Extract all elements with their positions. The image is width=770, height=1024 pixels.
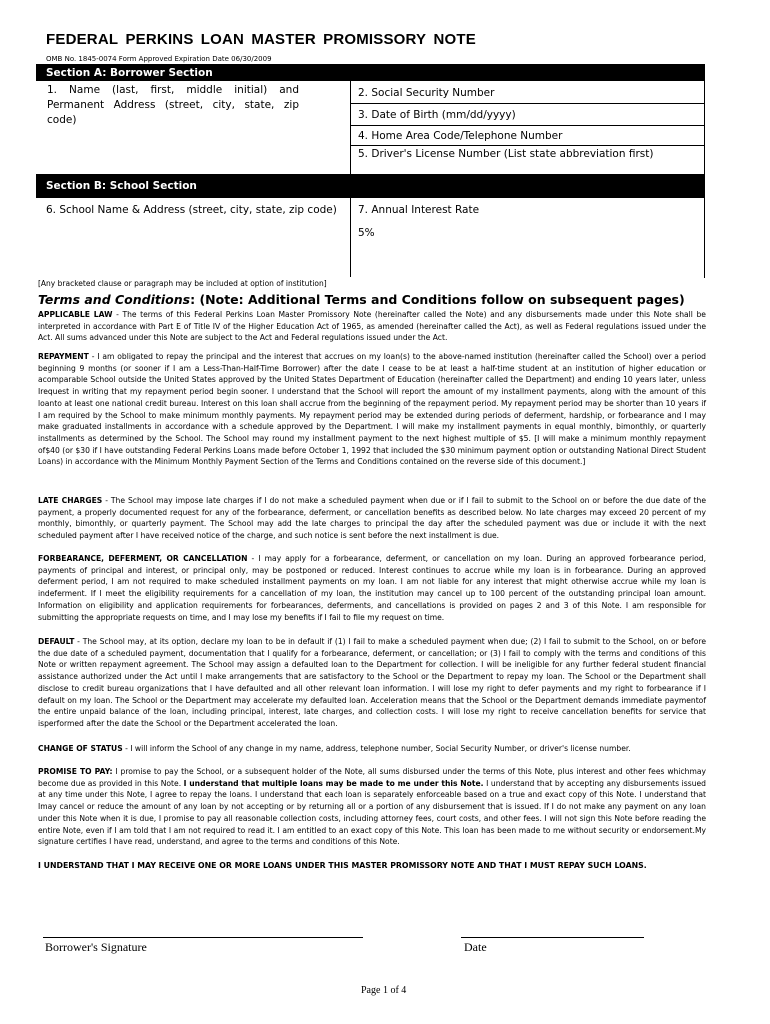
terms-title-rest: : (Note: Additional Terms and Conditions follow on subsequent pages) <box>190 292 685 307</box>
paragraph-text: - I may apply for a forbearance, deferment, or cancellation on my loan. During an approved forbearance period, payments of principal and interest, or principal only, may be postponed or reduced. Interest continues to accrue while my loan is in forbearance. During an approved deferment period, I am not required to make scheduled installment payments on my loan. I am not liable for any interest that might otherwise accrue while my loan is indeferment. If I meet the eligibility requirements for a cancellation of my loan, the institution may cancel up to 100 percent of the outstanding principal loan amount. Information on eligibility and application requirements for forbearances, deferments, and cancellations is provided on pages 2 and 3 of this Note. I am responsible for submitting the appropriate requests on time, and I may lose my benefits if I fail to file my request on time. <box>38 554 706 622</box>
date-line[interactable] <box>461 937 644 938</box>
late-charges-paragraph <box>38 495 706 542</box>
section-a-divider <box>350 81 351 174</box>
default-paragraph <box>38 636 706 730</box>
document-title <box>46 31 476 48</box>
dob-field[interactable]: 3. Date of Birth (mm/dd/yyyy) <box>358 109 516 121</box>
section-b-header: Section B: School Section <box>36 174 705 198</box>
paragraph-text: - The School may, at its option, declare my loan to be in default if (1) I fail to make a scheduled payment when due; (2) I fail to submit to the School, on or before the due date of a scheduled payment, documentation that I qualify for a forbearance, deferment, or cancellation; or (3) I fail to comply with the terms and conditions of this Note or written repayment agreement. The School may assign a defaulted loan to the Department for collection. I will be ineligible for any further federal student financial assistance authorized under the Act until I make arrangements that are satisfactory to the School or the Department to repay my loan. The School or the Department shall disclose to credit bureau organizations that I have defaulted and all other relevant loan information. I will lose my right to defer payments and my right to forbearance if I default on my loan. The School or the Department may accelerate my defaulted loan. Acceleration means that the School or the Department demands immediate paymentof the entire unpaid balance of the loan, including principal, interest, late charges, and collection costs. I will lose my right to receive cancellation benefits for service that isperformed after the date the School or the Department accelerated the loan. <box>38 637 706 728</box>
paragraph-heading: CHANGE OF STATUS <box>38 744 123 753</box>
borrower-signature-line[interactable] <box>43 937 363 938</box>
final-statement: I UNDERSTAND THAT I MAY RECEIVE ONE OR MORE LOANS UNDER THIS MASTER PROMISSORY NOTE AND THAT I MUST REPAY SUCH LOANS. <box>38 861 647 870</box>
omb-line: OMB No. 1845-0074 Form Approved Expiration Date 06/30/2009 <box>46 55 272 63</box>
paragraph-heading: LATE CHARGES <box>38 496 103 505</box>
page-number: Page 1 of 4 <box>361 985 407 996</box>
interest-rate-field: 7. Annual Interest Rate <box>358 204 480 216</box>
terms-title-italic: Terms and Conditions <box>38 292 191 307</box>
title-word: LOAN <box>200 31 245 48</box>
paragraph-text: - I will inform the School of any change in my name, address, telephone number, Social Security Number, or driver's license number. <box>122 744 631 753</box>
paragraph-text: I understand that by accepting any disbursements issued at any time under this Note, I agree to repay the loans. I understand that each loan is separately enforceable based on a true and exact copy of this Note. I understand that Imay cancel or reduce the amount of any loan by not accepting or by returning all or a portion of any disbursement that is issued. If I do not make any payment on any loan under this Note when it is due, I promise to pay all reasonable collection costs, including attorney fees, court costs, and other fees. I will not sign this Note before reading the entire Note, even if I am told that I am not required to read it. I am entitled to an exact copy of this Note. This loan has been made to me without security or endorsement.My signature certifies I have read, understand, and agree to the terms and conditions of this Note. <box>38 778 706 847</box>
promise-to-pay-paragraph <box>38 766 706 848</box>
title-word: PERKINS <box>125 31 194 48</box>
paragraph-emphasis: I understand that multiple loans may be made to me under this Note. <box>183 778 484 788</box>
title-word: PROMISSORY <box>323 31 427 48</box>
change-of-status-paragraph <box>38 743 706 755</box>
paragraph-text: I promise to pay the School, or a subsequent holder of the Note, all sums disbursed under the terms of this Note, plus interest and other fees whichmay become due as provided in this Note. <box>38 767 706 788</box>
paragraph-heading: REPAYMENT <box>38 352 89 361</box>
title-word: FEDERAL <box>46 31 119 48</box>
paragraph-text: - The terms of this Federal Perkins Loan Master Promissory Note (hereinafter called the Note) and any disbursements made under this Note shall be interpreted in accordance with Part E of Title IV of the Higher Education Act of 1965, as amended (hereinafter called the Act), as well as Federal regulations issued under the Act. All sums advanced under this Note are subject to the Act and Federal regulations issued under the Act. <box>38 310 706 343</box>
drivers-license-field[interactable]: 5. Driver's License Number (List state abbreviation first) <box>358 148 654 160</box>
name-address-field[interactable]: 1. Name (last, first, middle initial) and Permanent Address (street, city, state, zip code) <box>47 84 299 126</box>
paragraph-text: - I am obligated to repay the principal and the interest that accrues on my loan(s) to the above-named institution (hereinafter called the School) over a period beginning 9 months (or sooner if I am a Less-Than-Half-Time Borrower) after the date I cease to be at least a half-time student at an institution of higher education or acomparable School outside the United States approved by the United States Department of Education (hereinafter called the Department) and ending 10 years later, unless Irequest in writing that my repayment period begin sooner. I understand that the School will report the amount of my installment payments, along with the amount of this loanto at least one national credit bureau. Interest on this loan shall accrue from the beginning of the repayment period. My repayment period may be shorter than 10 years if I am required by the School to make minimum monthly payments. My repayment period may be extended during periods of deferment, hardship, or forbearance and I may make graduated installments in accordance with a schedule approved by the Department. I will make my installment payments in equal monthly, bimonthly, or quarterly installments as determined by the School. The School may round my installment payment to the next highest multiple of $5. [I will make a minimum monthly repayment of$40 (or $30 if I have outstanding Federal Perkins Loans made before October 1, 1992 that included the $30 minimum payment option or outstanding National Direct Student Loans) in accordance with the Minimum Monthly Payment Section of the Terms and Conditions contained on the reverse side of this document.] <box>38 352 706 467</box>
forbearance-paragraph <box>38 553 706 623</box>
date-label: Date <box>464 940 487 954</box>
field-rule <box>350 103 705 104</box>
section-b-divider <box>350 198 351 277</box>
borrower-signature-label: Borrower's Signature <box>45 940 147 954</box>
applicable-law-paragraph <box>38 309 706 344</box>
title-word: MASTER <box>251 31 316 48</box>
paragraph-heading: DEFAULT <box>38 637 75 646</box>
paragraph-text: - The School may impose late charges if I do not make a scheduled payment when due or if I fail to submit to the School on or before the due date of the payment, a properly documented request for any of the forbearance, deferment, or cancellation benefits as described below. No late charges may exceed 20 percent of my monthly, bimonthly, or quarterly payment. The School may add the late charges to principal the day after the scheduled payment was due or include it with the next scheduled payment after I have received notice of the charge, and such notice is sent before the next installment is due. <box>38 496 706 541</box>
school-name-address-field[interactable]: 6. School Name & Address (street, city, state, zip code) <box>46 204 337 216</box>
interest-rate-value: 5% <box>358 227 375 239</box>
paragraph-heading: APPLICABLE LAW <box>38 310 113 319</box>
paragraph-heading: PROMISE TO PAY: <box>38 767 113 776</box>
repayment-paragraph <box>38 351 706 468</box>
field-rule <box>350 125 705 126</box>
terms-title <box>38 292 685 307</box>
institution-note: [Any bracketed clause or paragraph may be included at option of institution] <box>38 279 327 288</box>
section-a-header: Section A: Borrower Section <box>36 65 705 81</box>
field-rule <box>350 145 705 146</box>
paragraph-heading: FORBEARANCE, DEFERMENT, OR CANCELLATION <box>38 554 248 563</box>
ssn-field[interactable]: 2. Social Security Number <box>358 87 495 99</box>
title-word: NOTE <box>433 31 476 48</box>
telephone-field[interactable]: 4. Home Area Code/Telephone Number <box>358 130 563 142</box>
